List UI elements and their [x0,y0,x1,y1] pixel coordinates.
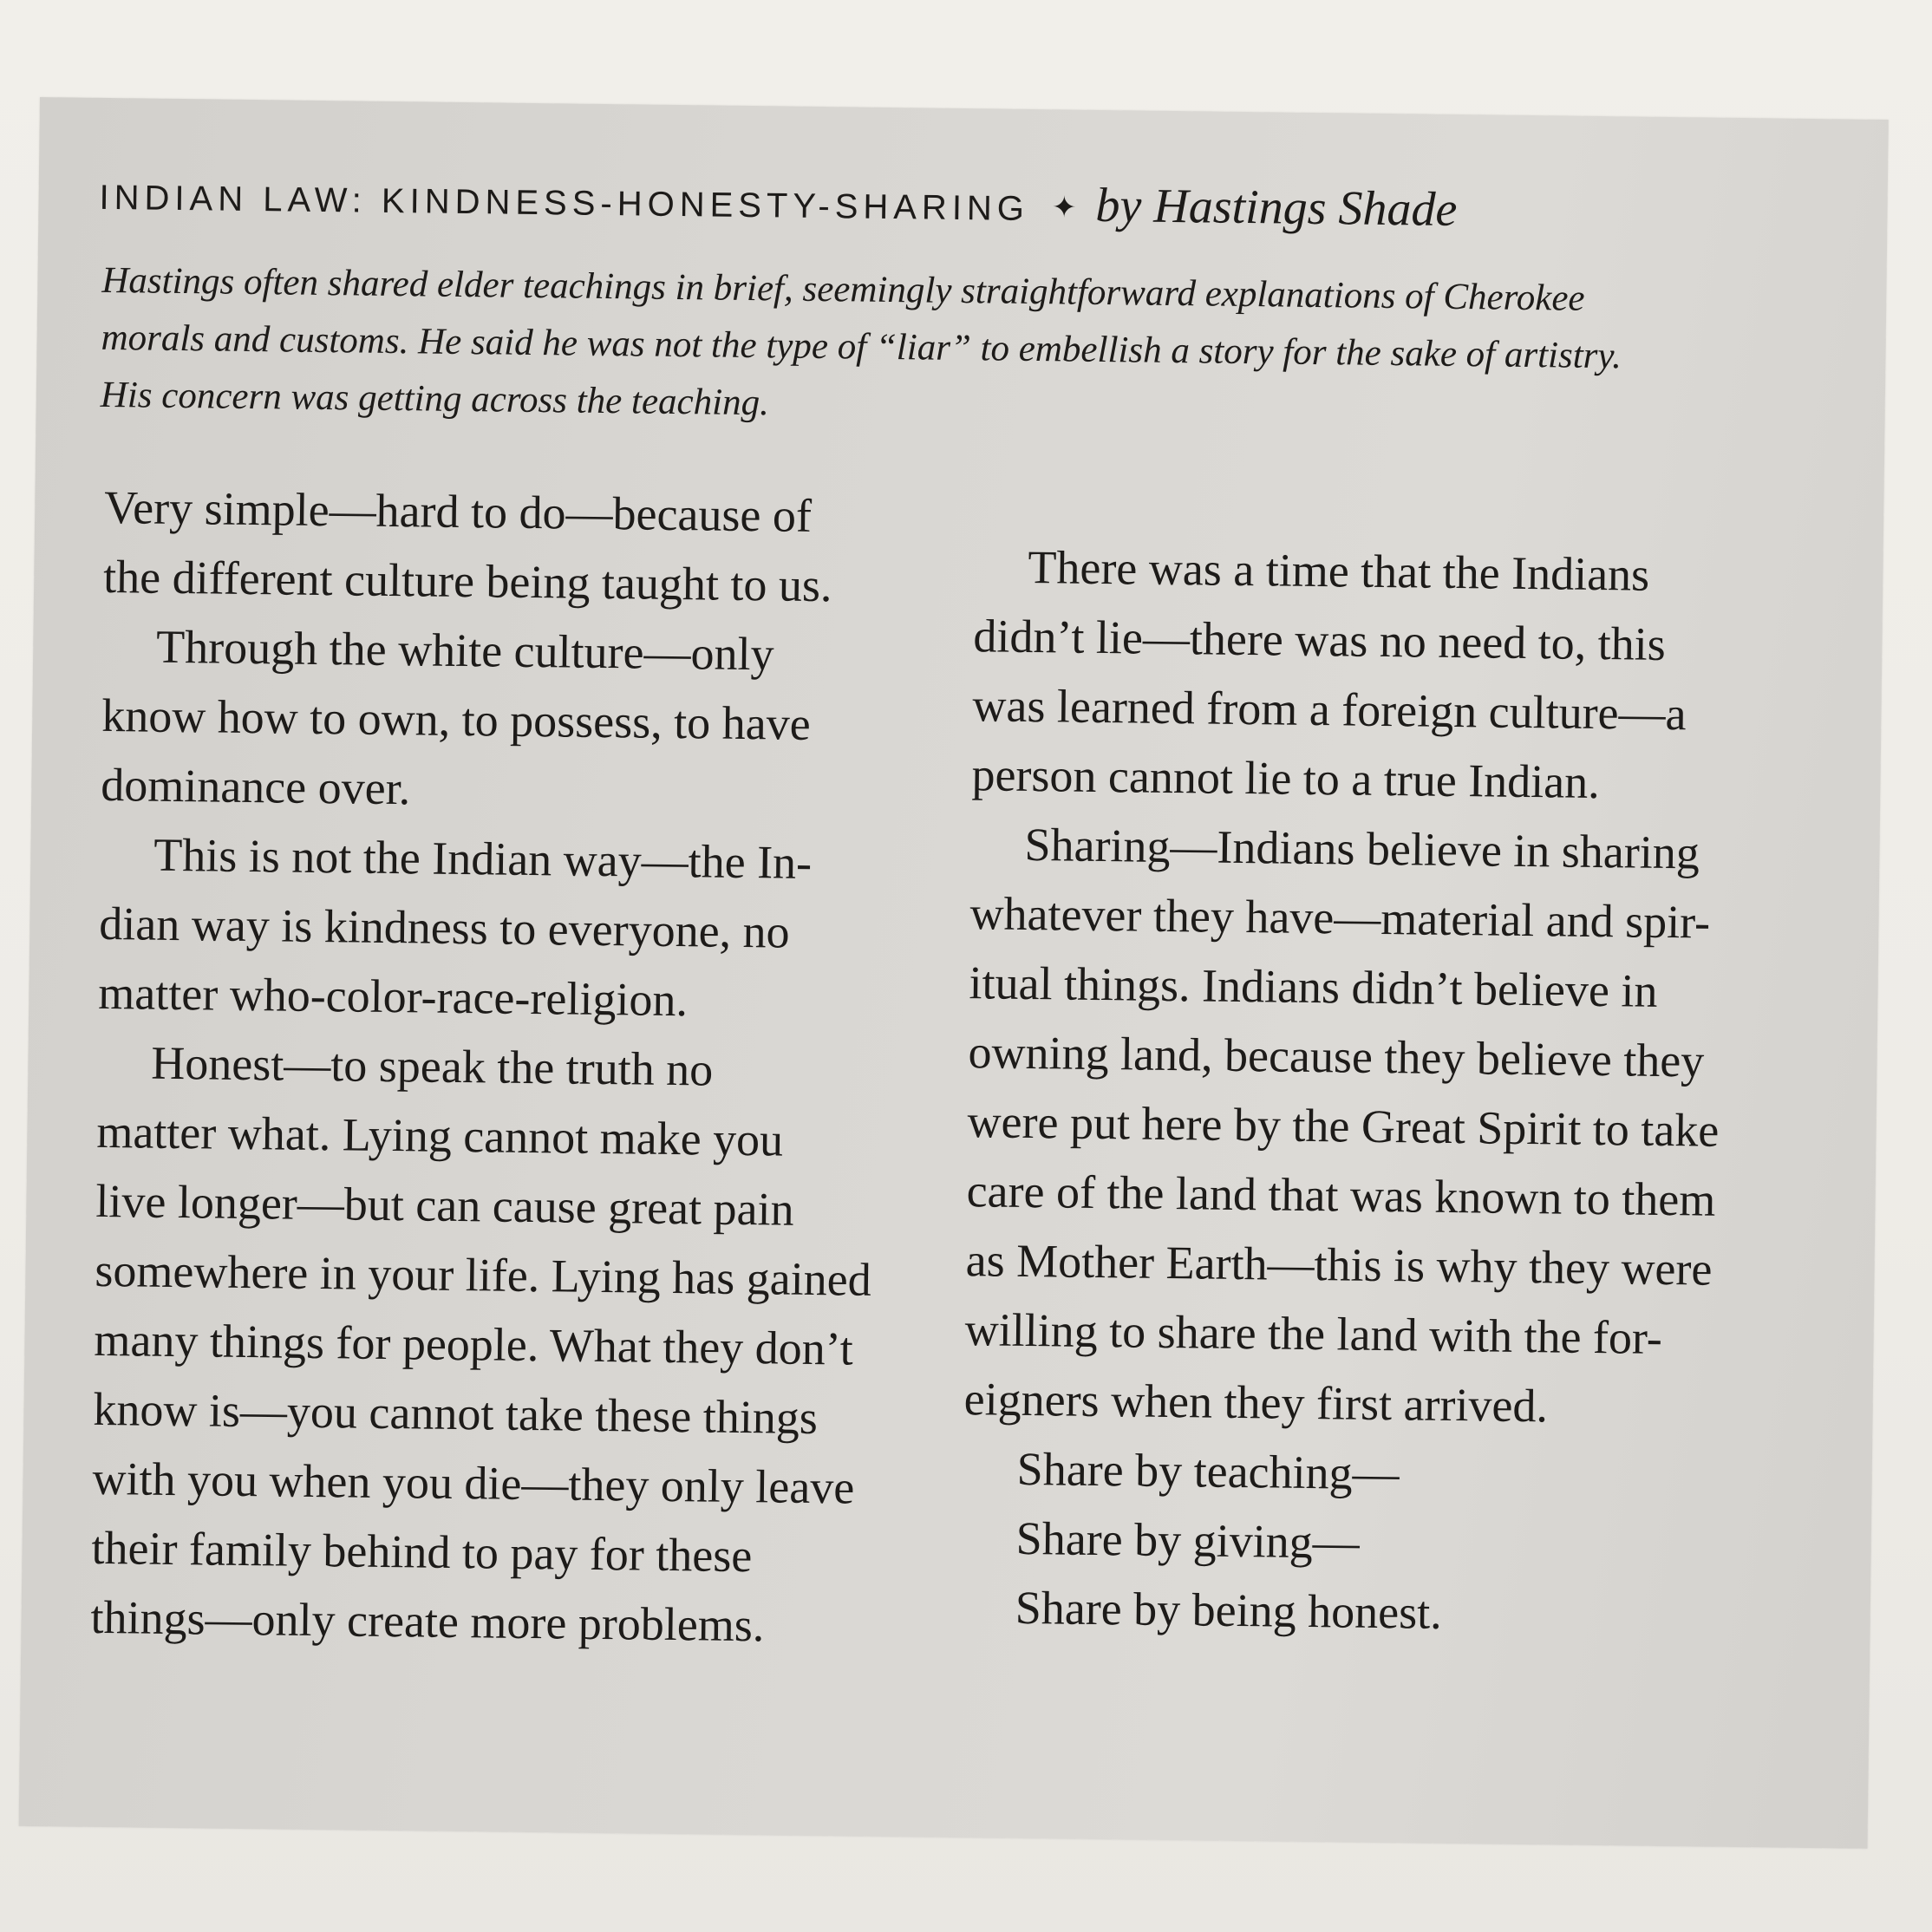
text-line: eigners when they first arrived. [963,1373,1549,1433]
text-line: the different culture being taught to us. [102,550,832,612]
text-line: things—only create more problems. [90,1590,765,1652]
text-line: whatever they have—material and spir- [969,887,1711,949]
text-line: as Mother Earth—this is why they were [965,1234,1713,1296]
text-line: Honest—to speak the truth no [151,1036,714,1096]
text-line: know is—you cannot take these things [93,1382,819,1445]
text-line: There was a time that the Indians [1028,540,1650,601]
text-line: matter what. Lying cannot make you [96,1105,784,1166]
text-line: itual things. Indians didn’t believe in [969,956,1658,1017]
text-line: Sharing—Indians believe in sharing [1024,818,1700,879]
text-line: somewhere in your life. Lying has gained [95,1243,872,1306]
text-line: live longer—but can cause great pain [95,1174,794,1236]
text-line: person cannot lie to a true Indian. [971,748,1601,809]
right-column [961,532,1842,1652]
text-line: This is not the Indian way—the In- [153,828,813,889]
text-line: owning land, because they believe they [968,1026,1705,1087]
text-line: dominance over. [100,758,411,815]
text-line: Share by being honest. [1015,1581,1443,1639]
heading-title: INDIAN LAW: KINDNESS-HONESTY-SHARING [99,178,1030,228]
text-line: matter who-color-race-religion. [98,966,689,1027]
diamond-separator-icon: ✦ [1051,192,1077,225]
text-line: dian way is kindness to everyone, no [98,897,791,958]
text-line: didn’t lie—there was no need to, this [973,610,1667,670]
text-line: know how to own, to possess, to have [101,689,812,750]
text-line: many things for people. What they don’t [94,1313,854,1375]
left-column [90,473,937,1662]
intro-paragraph [100,252,1827,445]
text-line: was learned from a foreign culture—a [972,679,1687,741]
sidebar-heading [99,167,1834,245]
intro-line: Hastings often shared elder teachings in brief, seemingly straightforward explanations of Cherokee [101,259,1585,319]
text-line: their family behind to pay for these [91,1521,753,1583]
text-line: were put here by the Great Spirit to take [967,1095,1720,1157]
text-line: Share by teaching— [1016,1442,1400,1500]
text-line: with you when you die—they only leave [92,1452,855,1514]
text-line: Through the white culture—only [155,620,774,681]
text-line: willing to share the land with the for- [964,1303,1663,1364]
text-line: care of the land that was known to them [966,1165,1716,1226]
text-line: Share by giving— [1015,1511,1361,1569]
intro-line: His concern was getting across the teaching. [100,374,770,424]
sidebar-box [19,97,1889,1849]
intro-line: morals and customs. He said he was not the type of “liar” to embellish a story for the sake of artistry. [101,317,1622,377]
text-line: Very simple—hard to do—because of [103,480,813,542]
heading-author: by Hastings Shade [1095,178,1458,237]
